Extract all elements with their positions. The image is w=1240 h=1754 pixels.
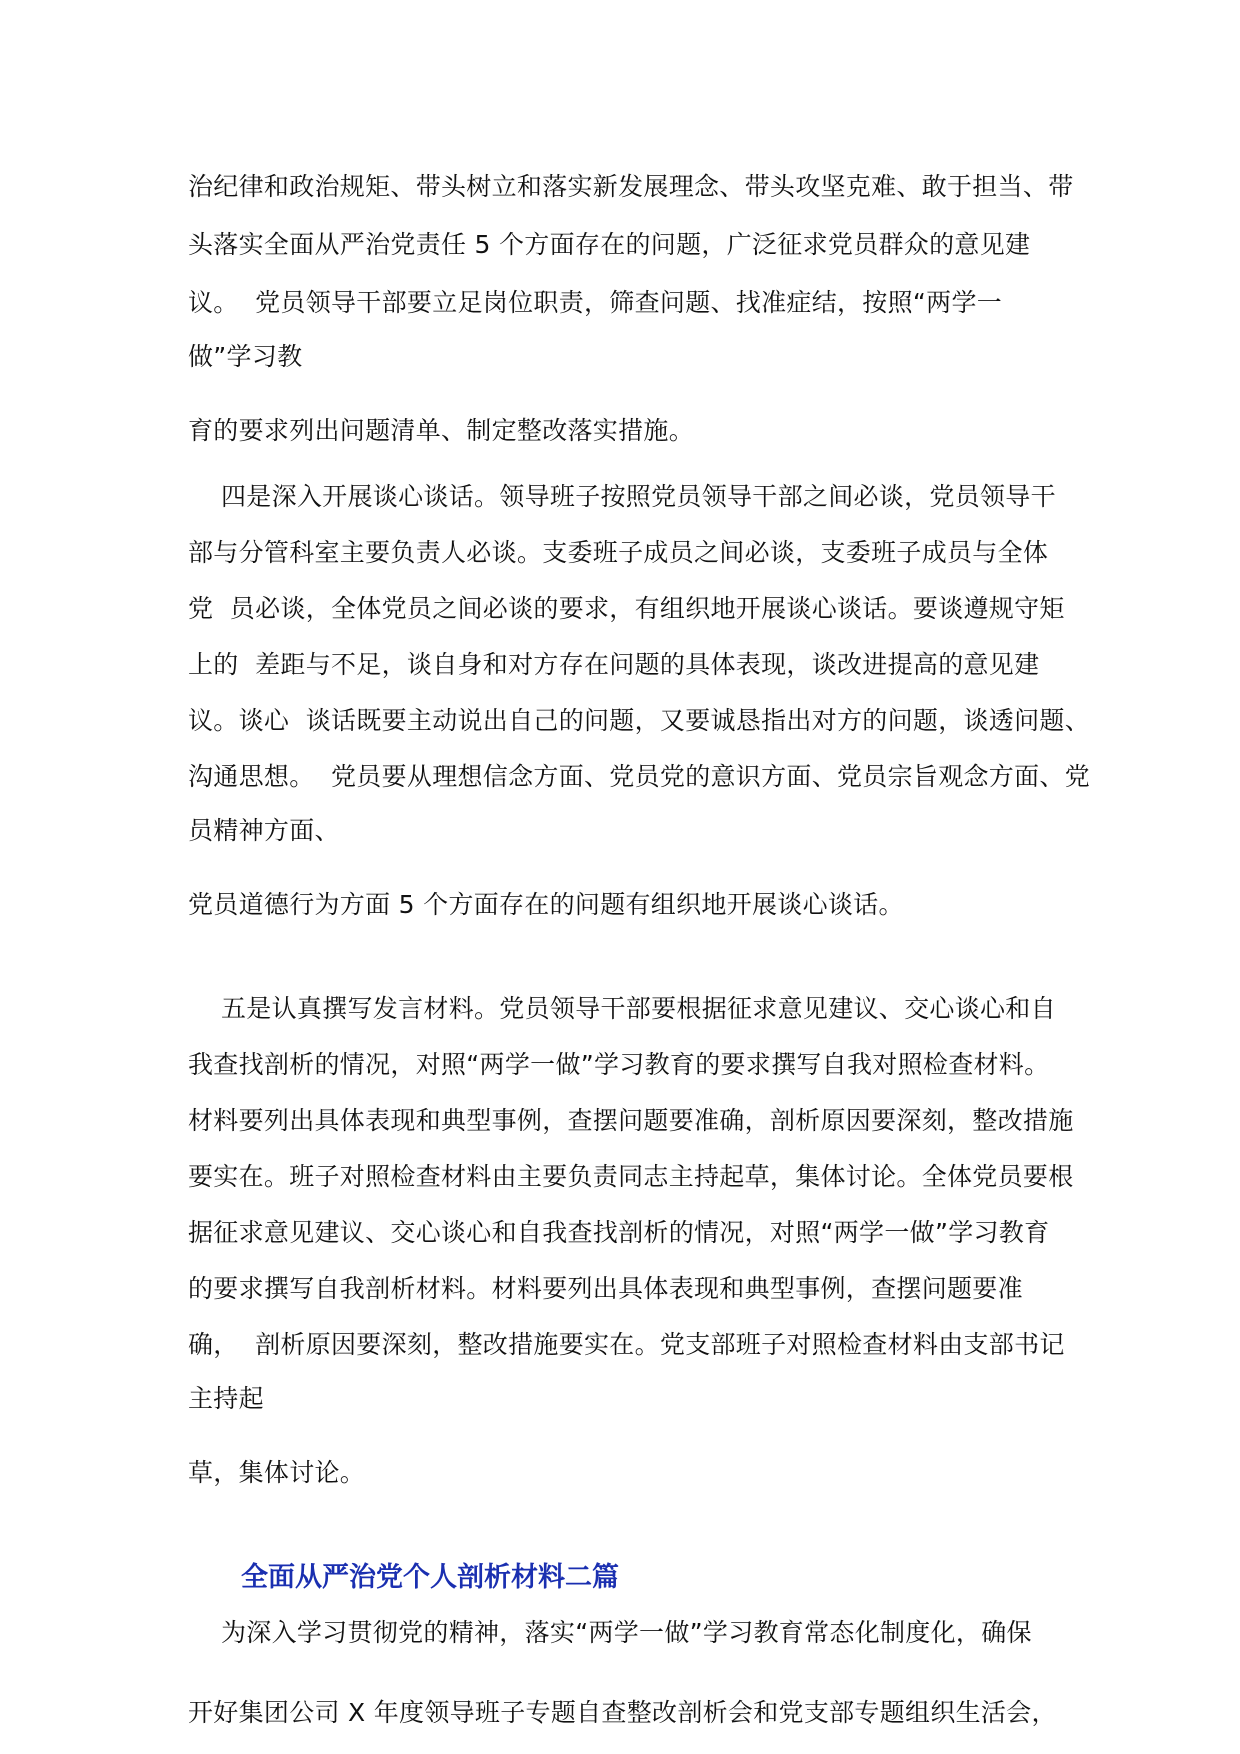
- text-line: 为深入学习贯彻党的精神，落实“两学一做”学习教育常态化制度化，确保: [188, 1618, 1032, 1647]
- text-line: 议。 党员领导干部要立足岗位职责，筛查问题、找准症结，按照“两学一: [188, 288, 1003, 317]
- text-line: 开好集团公司 X 年度领导班子专题自查整改剖析会和党支部专题组织生活会，: [188, 1698, 1057, 1727]
- text-line: 员精神方面、: [188, 816, 340, 845]
- text-line: 材料要列出具体表现和典型事例，查摆问题要准确，剖析原因要深刻，整改措施: [188, 1106, 1074, 1135]
- text-line: 党员道德行为方面 5 个方面存在的问题有组织地开展谈心谈话。: [188, 890, 904, 919]
- text-line: 做”学习教: [188, 342, 303, 371]
- text-line: 草，集体讨论。: [188, 1458, 366, 1487]
- text-line: 治纪律和政治规矩、带头树立和落实新发展理念、带头攻坚克难、敢于担当、带: [188, 172, 1074, 201]
- text-line: 上的 差距与不足，谈自身和对方存在问题的具体表现，谈改进提高的意见建: [188, 650, 1040, 679]
- text-line: 议。谈心 谈话既要主动说出自己的问题，又要诚恳指出对方的问题，谈透问题、: [188, 706, 1090, 735]
- text-line: 育的要求列出问题清单、制定整改落实措施。: [188, 416, 695, 445]
- text-line: 五是认真撰写发言材料。党员领导干部要根据征求意见建议、交心谈心和自: [188, 994, 1056, 1023]
- text-line: 沟通思想。 党员要从理想信念方面、党员党的意识方面、党员宗旨观念方面、党: [188, 762, 1090, 791]
- section-heading: 全面从严治党个人剖析材料二篇: [241, 1562, 619, 1593]
- text-line: 的要求撰写自我剖析材料。材料要列出具体表现和典型事例，查摆问题要准: [188, 1274, 1023, 1303]
- text-line: 据征求意见建议、交心谈心和自我查找剖析的情况，对照“两学一做”学习教育: [188, 1218, 1050, 1247]
- text-line: 我查找剖析的情况，对照“两学一做”学习教育的要求撰写自我对照检查材料。: [188, 1050, 1050, 1079]
- text-line: 确， 剖析原因要深刻，整改措施要实在。党支部班子对照检查材料由支部书记: [188, 1330, 1065, 1359]
- text-line: 部与分管科室主要负责人必谈。支委班子成员之间必谈，支委班子成员与全体: [188, 538, 1049, 567]
- text-line: 四是深入开展谈心谈话。领导班子按照党员领导干部之间必谈，党员领导干: [188, 482, 1056, 511]
- text-line: 主持起: [188, 1384, 264, 1413]
- text-line: 头落实全面从严治党责任 5 个方面存在的问题，广泛征求党员群众的意见建: [188, 230, 1031, 259]
- text-line: 党 员必谈，全体党员之间必谈的要求，有组织地开展谈心谈话。要谈遵规守矩: [188, 594, 1065, 623]
- text-line: 要实在。班子对照检查材料由主要负责同志主持起草，集体讨论。全体党员要根: [188, 1162, 1074, 1191]
